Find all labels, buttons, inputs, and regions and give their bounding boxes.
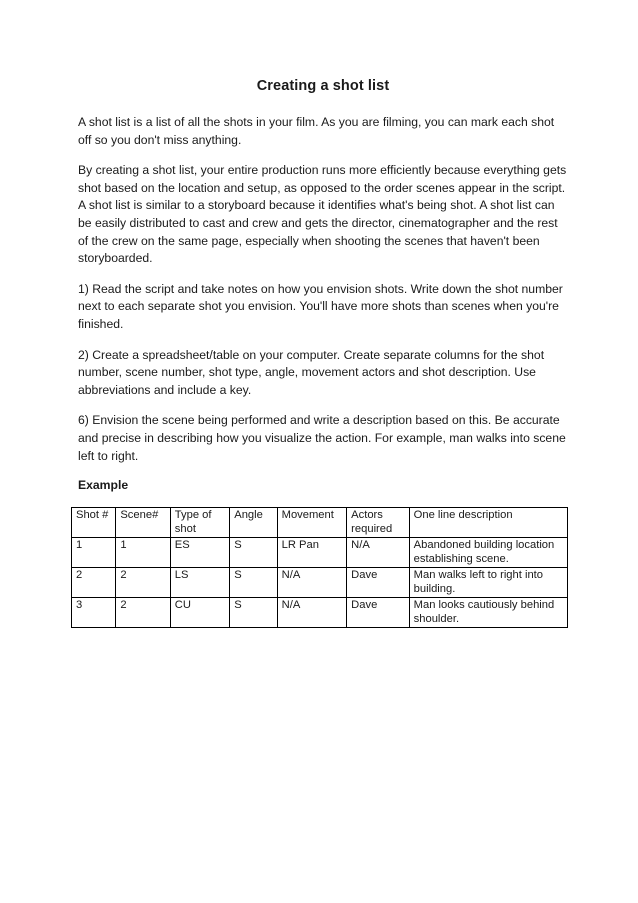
cell-shot: 3 xyxy=(72,598,116,628)
header-angle: Angle xyxy=(230,508,277,538)
page-title: Creating a shot list xyxy=(256,78,390,94)
table-row xyxy=(72,538,568,568)
header-shot: Shot # xyxy=(72,508,116,538)
cell-movement: N/A xyxy=(277,598,347,628)
step-6-paragraph: 6) Envision the scene being performed and write a description based on this. Be accurate and precise in describing how you visualize the action. For example, man walks into scene left to right. xyxy=(78,413,566,463)
header-type: Type of shot xyxy=(170,508,229,538)
cell-scene: 2 xyxy=(116,568,170,598)
cell-actors: N/A xyxy=(347,538,410,568)
cell-description: Man walks left to right into building. xyxy=(409,568,567,598)
header-movement: Movement xyxy=(277,508,347,538)
cell-scene: 2 xyxy=(116,598,170,628)
shot-list-table xyxy=(71,507,568,628)
cell-shot: 2 xyxy=(72,568,116,598)
header-actors: Actors required xyxy=(347,508,410,538)
cell-scene: 1 xyxy=(116,538,170,568)
cell-type: ES xyxy=(170,538,229,568)
table-row xyxy=(72,568,568,598)
cell-description: Abandoned building location establishing scene. xyxy=(409,538,567,568)
cell-movement: N/A xyxy=(277,568,347,598)
example-heading: Example xyxy=(78,478,129,493)
cell-description: Man looks cautiously behind shoulder. xyxy=(409,598,567,628)
cell-movement: LR Pan xyxy=(277,538,347,568)
cell-shot: 1 xyxy=(72,538,116,568)
table-header-row xyxy=(72,508,568,538)
document-body xyxy=(78,78,568,502)
table-row xyxy=(72,598,568,628)
step-1-paragraph: 1) Read the script and take notes on how you envision shots. Write down the shot number next to each separate shot you envision. You'll have more shots than scenes when you're finished. xyxy=(78,281,563,331)
cell-actors: Dave xyxy=(347,598,410,628)
cell-type: CU xyxy=(170,598,229,628)
cell-angle: S xyxy=(230,538,277,568)
intro-paragraph: A shot list is a list of all the shots in your film. As you are filming, you can mark each shot off so you don't miss anything. xyxy=(78,115,555,147)
cell-angle: S xyxy=(230,598,277,628)
header-description: One line description xyxy=(409,508,567,538)
cell-actors: Dave xyxy=(347,568,410,598)
cell-type: LS xyxy=(170,568,229,598)
step-2-paragraph: 2) Create a spreadsheet/table on your computer. Create separate columns for the shot number, scene number, shot type, angle, movement actors and shot description. Use abbreviations and include a key. xyxy=(78,347,545,397)
header-scene: Scene# xyxy=(116,508,170,538)
efficiency-paragraph: By creating a shot list, your entire production runs more efficiently because everything gets shot based on the location and setup, as opposed to the order scenes appear in the script. A shot list is similar to a storyboard because it identifies what's being shot. A shot list can be easily distributed to cast and crew and gets the director, cinematographer and the rest of the crew on the same page, especially when shooting the scenes that haven't been storyboarded. xyxy=(78,163,567,266)
cell-angle: S xyxy=(230,568,277,598)
